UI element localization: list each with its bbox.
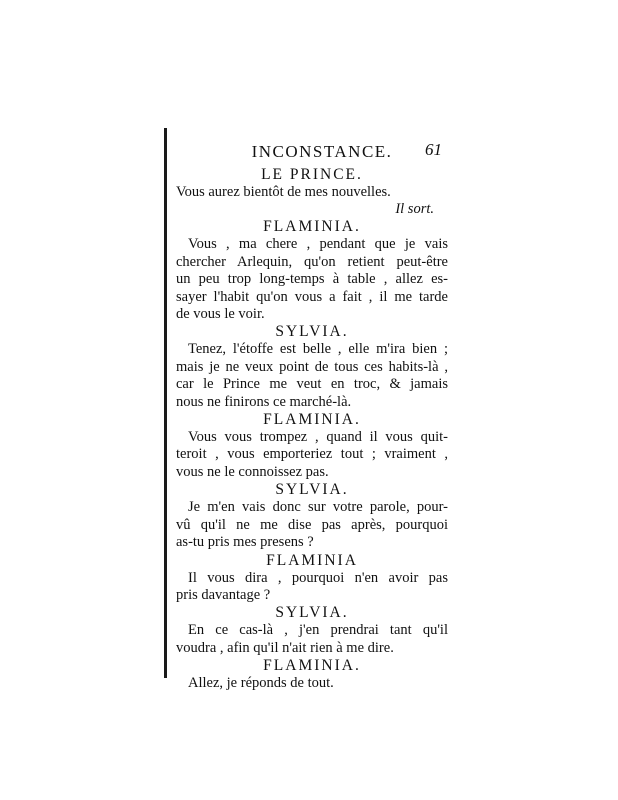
speech-line: Il vous dira , pourquoi n'en avoir pas [188, 569, 448, 586]
speech-line: pris davantage ? [176, 586, 271, 603]
speaker-name: FLAMINIA. [263, 657, 361, 675]
book-page [176, 142, 448, 693]
speaker-name: SYLVIA. [275, 323, 349, 341]
dialogue-block [176, 411, 448, 481]
speaker-name: FLAMINIA [266, 551, 358, 569]
speech-line: Allez, je réponds de tout. [188, 675, 334, 692]
speech-text [176, 622, 448, 657]
speech-text [176, 341, 448, 411]
dialogue-block [176, 604, 448, 657]
dialogue-block [176, 323, 448, 411]
speaker-name: SYLVIA. [275, 481, 349, 499]
speech-line: Vous vous trompez , quand il vous quit- [188, 429, 448, 446]
speech-text [176, 236, 448, 323]
speech-line: nous ne finirons ce marché-là. [176, 393, 352, 410]
speech-line: vous ne le connoissez pas. [176, 463, 329, 480]
speech-line: un peu trop long-temps à table , allez es- [176, 271, 448, 288]
dialogue-block [176, 552, 448, 605]
speech-line: vû qu'il ne me dise pas après, pourquoi [176, 516, 448, 533]
speaker-name: FLAMINIA. [263, 218, 361, 236]
speech-line: as-tu pris mes presens ? [176, 534, 314, 551]
speaker-name: SYLVIA. [275, 604, 349, 622]
speech-line: En ce cas-là , j'en prendrai tant qu'il [188, 622, 448, 639]
running-head-title: INCONSTANCE. [251, 142, 393, 161]
speech-text [176, 184, 448, 201]
dialogue-block [176, 657, 448, 692]
running-head [176, 142, 448, 166]
speech-line: Tenez, l'étoffe est belle , elle m'ira bien ; [188, 341, 448, 358]
dialogue-block [176, 481, 448, 551]
speech-line: Je m'en vais donc sur votre parole, pour- [188, 499, 448, 516]
speech-line: de vous le voir. [176, 306, 265, 323]
speaker-name: LE PRINCE. [261, 166, 363, 183]
speech-line: voudra , afin qu'il n'ait rien à me dire. [176, 639, 394, 656]
stage-direction: Il sort. [395, 201, 434, 218]
speech-text [176, 429, 448, 481]
dialogue-block [176, 166, 448, 218]
speech-line: sayer l'habit qu'on vous a fait , il me tarde [176, 288, 448, 305]
speech-text [176, 570, 448, 605]
speech-text [176, 675, 448, 692]
speech-line: teroit , vous emporteriez tout ; vraiment , [176, 446, 448, 463]
dialogue-block [176, 218, 448, 323]
speech-line: Vous , ma chere , pendant que je vais [188, 236, 448, 253]
page-number: 61 [425, 140, 442, 159]
speech-line: mais je ne veux point de tous ces habits-là , [176, 358, 448, 375]
speech-text [176, 499, 448, 551]
speech-line: car le Prince me veut en troc, & jamais [176, 376, 448, 393]
speech-line: chercher Arlequin, qu'on retient peut-être [176, 253, 448, 270]
binding-gutter-line [164, 128, 167, 678]
speech-line: Vous aurez bientôt de mes nouvelles. [176, 184, 391, 200]
speaker-name: FLAMINIA. [263, 411, 361, 429]
